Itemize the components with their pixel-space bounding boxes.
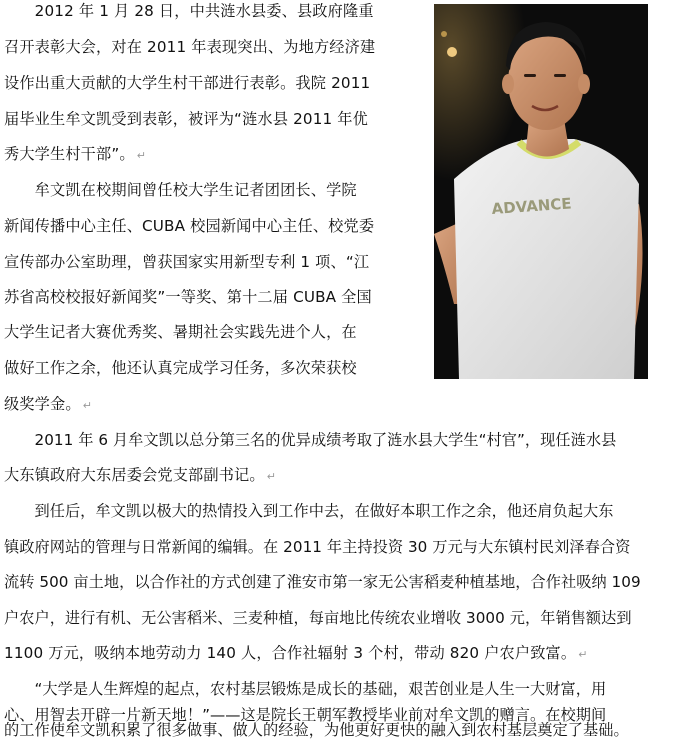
text-line-content: 大东镇政府大东居委会党支部副书记。 [4,466,265,484]
text-line [4,144,146,166]
text-line [4,643,588,665]
text-line: 届毕业生牟文凯受到表彰，被评为“涟水县 2011 年优 [4,110,368,128]
paragraph-mark: ↵ [136,149,147,162]
portrait-photo [434,4,648,379]
text-line: 宣传部办公室助理，曾获国家实用新型专利 1 项、“江 [4,253,370,271]
text-line: 苏省高校校报好新闻奖”一等奖、第十二届 CUBA 全国 [4,288,372,306]
text-line-content: 级奖学金。 [4,395,81,413]
text-line: 镇政府网站的管理与日常新闻的编辑。在 2011 年主持投资 30 万元与大东镇村民刘泽春合资 [4,538,631,556]
text-line: 设作出重大贡献的大学生村干部进行表彰。我院 2011 [4,74,371,92]
text-line: 召开表彰大会，对在 2011 年表现突出、为地方经济建 [4,38,376,56]
shirt-print: ADVANCE [491,194,573,218]
text-line-content: 秀大学生村干部”。 [4,145,135,163]
text-line: 流转 500 亩土地，以合作社的方式创建了淮安市第一家无公害稻麦种植基地，合作社吸纳 109 [4,573,641,591]
text-line: 的工作使牟文凯积累了很多做事、做人的经验，为他更好更快的融入到农村基层奠定了基础。 [4,721,629,739]
text-line: 大学生记者大赛优秀奖、暑期社会实践先进个人，在 [4,323,357,341]
text-line: 2011 年 6 月牟文凯以总分第三名的优异成绩考取了涟水县大学生“村官”，现任涟水县 [4,431,617,449]
text-line-content: 1100 万元，吸纳本地劳动力 140 人，合作社辐射 3 个村，带动 820 户农户致富。 [4,644,577,662]
text-line: 到任后，牟文凯以极大的热情投入到工作中去，在做好本职工作之余，他还肩负起大东 [4,502,614,520]
text-line: 新闻传播中心主任、CUBA 校园新闻中心主任、校党委 [4,217,375,235]
text-line: 户农户，进行有机、无公害稻米、三麦种植，每亩地比传统农业增收 3000 元，年销售额达到 [4,609,632,627]
paragraph-mark: ↵ [578,648,588,661]
paragraph-mark: ↵ [82,399,93,412]
text-line: “大学是人生辉煌的起点，农村基层锻炼是成长的基础，艰苦创业是人生一大财富，用 [4,680,607,698]
text-line: 心、用智去开辟一片新天地！”——这是院长王朝军教授毕业前对牟文凯的赠言。在校期间 [4,706,607,724]
text-line: 牟文凯在校期间曾任校大学生记者团团长、学院 [4,181,357,199]
text-line: 2012 年 1 月 28 日，中共涟水县委、县政府隆重 [4,2,374,20]
paragraph-mark: ↵ [266,470,277,483]
text-line [4,465,276,487]
text-line [4,394,92,416]
text-line: 做好工作之余，他还认真完成学习任务，多次荣获校 [4,359,357,377]
